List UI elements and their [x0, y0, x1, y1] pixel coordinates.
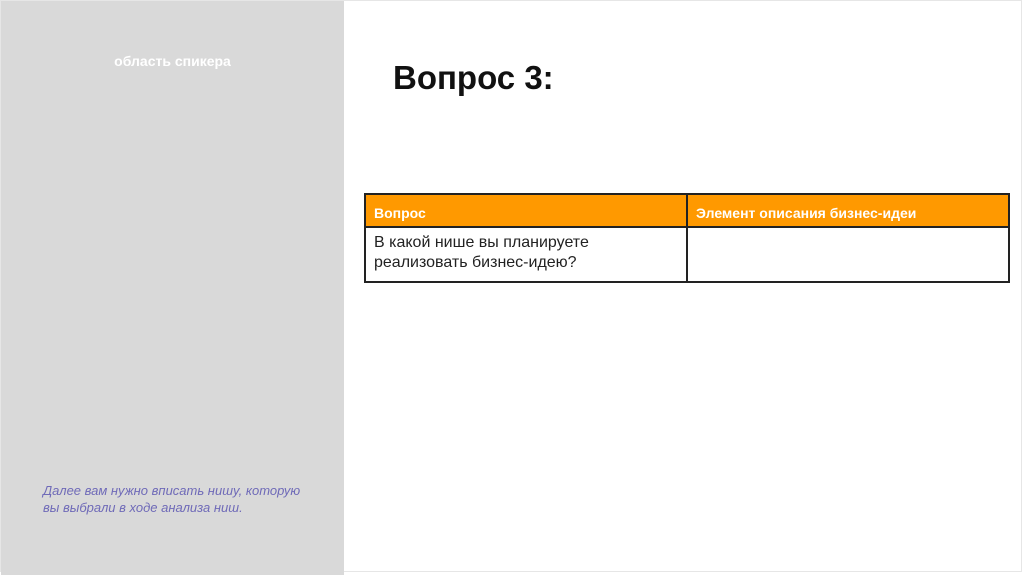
speaker-panel	[1, 1, 344, 575]
question-table	[364, 193, 1010, 283]
header-business-idea-element: Элемент описания бизнес-идеи	[687, 194, 1009, 227]
speaker-note: Далее вам нужно вписать нишу, которую вы выбрали в ходе анализа ниш.	[43, 483, 301, 515]
question-cell: В какой нише вы планируете реализовать бизнес-идею?	[365, 227, 687, 282]
slide-title: Вопрос 3:	[393, 59, 554, 96]
speaker-area-label: область спикера	[114, 53, 231, 69]
header-question: Вопрос	[365, 194, 687, 227]
table-header-row	[365, 194, 1009, 227]
answer-cell[interactable]	[687, 227, 1009, 282]
table-row	[365, 227, 1009, 282]
